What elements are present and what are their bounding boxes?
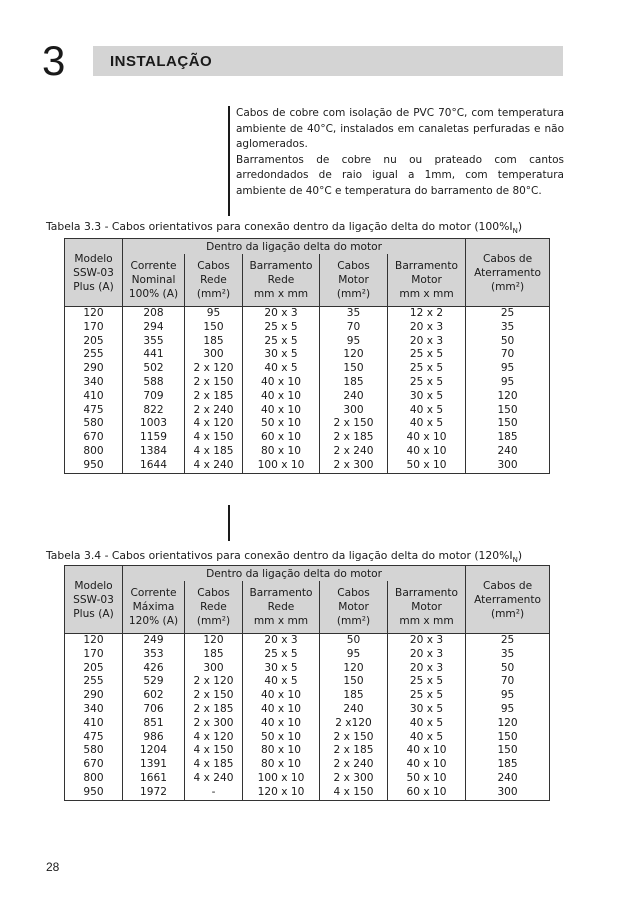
table-cell: 2 x 150 [320,731,388,745]
table-cell: 50 [466,335,550,349]
chapter-title: INSTALAÇÃO [110,53,213,70]
table-cell: 353 [123,648,185,662]
table-cell: 150 [466,417,550,431]
table-cell: 4 x 240 [185,772,243,786]
table-cell: 1644 [123,459,185,473]
table-cell: 25 x 5 [388,376,466,390]
table-cell: 1661 [123,772,185,786]
table-cell: 40 x 5 [388,717,466,731]
table-row [65,744,550,758]
table-cell: 670 [65,758,123,772]
table-cell: 2 x 150 [185,689,243,703]
table-cell: 35 [466,321,550,335]
table-cell: 822 [123,404,185,418]
table-cell: 50 x 10 [388,459,466,473]
table-cell: 120 [185,634,243,648]
table-cell: 95 [466,376,550,390]
table-cell: 300 [185,662,243,676]
table1-caption-end: ) [517,220,523,233]
table-cell: 580 [65,744,123,758]
table-cell: 25 [466,634,550,648]
table-row [65,717,550,731]
table-cell: 4 x 185 [185,758,243,772]
table-cell: 40 x 5 [243,675,320,689]
table-cell: 40 x 5 [243,362,320,376]
header-corrente: Corrente Máxima 120% (A) [123,581,185,634]
table-row [65,376,550,390]
table-cell: 170 [65,648,123,662]
table-cell: 25 x 5 [243,648,320,662]
table-cell: 2 x 150 [320,417,388,431]
table-cell: 2 x 300 [320,772,388,786]
table-cell: 475 [65,404,123,418]
page-number: 28 [46,860,60,874]
header-cabos-aterramento: Cabos de Aterramento (mm²) [466,239,550,307]
table-cell: 20 x 3 [388,634,466,648]
table-row [65,404,550,418]
table-cell: 25 x 5 [388,689,466,703]
table-cell: 240 [466,772,550,786]
table-cell: 120 [320,348,388,362]
table-cell: 185 [466,758,550,772]
table-cell: 706 [123,703,185,717]
table-cell: 35 [466,648,550,662]
table-cell: 529 [123,675,185,689]
table-cell: 240 [320,390,388,404]
table-cell: 1391 [123,758,185,772]
table-cell: 40 x 10 [388,445,466,459]
table-cell: 4 x 150 [320,786,388,800]
table-row [65,431,550,445]
table-cell: 4 x 120 [185,731,243,745]
table-cell: 1204 [123,744,185,758]
table2-cables-120 [64,565,550,801]
table-row [65,662,550,676]
table-cell: 40 x 10 [243,689,320,703]
table-cell: 40 x 5 [388,731,466,745]
table-row [65,362,550,376]
table-cell: 580 [65,417,123,431]
table-cell: 255 [65,675,123,689]
header-barramento-rede: Barramento Rede mm x mm [243,254,320,307]
table-cell: 40 x 10 [243,703,320,717]
table-cell: 95 [466,689,550,703]
table-cell: 2 x 240 [185,404,243,418]
table-cell: 150 [466,404,550,418]
table-cell: 70 [466,675,550,689]
table-cell: 20 x 3 [243,634,320,648]
header-barramento-rede: Barramento Rede mm x mm [243,581,320,634]
table-cell: 120 [466,717,550,731]
table-cell: 185 [320,376,388,390]
table-cell: 170 [65,321,123,335]
note-paragraph-cables: Cabos de cobre com isolação de PVC 70°C, com temperatura ambiente de 40°C, instalados em canaletas perfuradas e não aglomerados. [236,107,564,150]
table-cell: 4 x 150 [185,744,243,758]
table-cell: 150 [320,362,388,376]
table-cell: 4 x 150 [185,431,243,445]
table-cell: 50 x 10 [243,731,320,745]
table-cell: 95 [320,335,388,349]
table-cell: 20 x 3 [243,307,320,321]
table-cell: 410 [65,717,123,731]
table-cell: 95 [466,362,550,376]
table-cell: 25 x 5 [388,362,466,376]
table-cell: 95 [185,307,243,321]
table-cell: 20 x 3 [388,662,466,676]
table-cell: 2 x 120 [185,675,243,689]
table-cell: 1159 [123,431,185,445]
table-row [65,634,550,648]
table-cell: 30 x 5 [388,703,466,717]
table-cell: 800 [65,772,123,786]
table-cell: 2 x 185 [320,744,388,758]
table-cell: 20 x 3 [388,321,466,335]
table-cell: 50 [320,634,388,648]
table1-cables-100 [64,238,550,474]
table-cell: 300 [320,404,388,418]
table-row [65,307,550,321]
table-row [65,703,550,717]
table-cell: 100 x 10 [243,459,320,473]
table-cell: 800 [65,445,123,459]
table-cell: 35 [320,307,388,321]
table-cell: 851 [123,717,185,731]
table-cell: 150 [185,321,243,335]
table-row [65,335,550,349]
table-cell: 25 x 5 [243,321,320,335]
table-cell: 1972 [123,786,185,800]
installation-note [236,106,564,199]
table1-caption-text: Tabela 3.3 - Cabos orientativos para conexão dentro da ligação delta do motor (100%I [46,220,513,233]
table-cell: 185 [185,648,243,662]
table-cell: 602 [123,689,185,703]
table-cell: 20 x 3 [388,648,466,662]
table-cell: 986 [123,731,185,745]
table1-caption [46,220,522,235]
table-cell: 80 x 10 [243,758,320,772]
table-cell: 50 [466,662,550,676]
table-cell: 300 [185,348,243,362]
table-cell: 294 [123,321,185,335]
table-cell: 120 [320,662,388,676]
table-row [65,731,550,745]
table-cell: 80 x 10 [243,744,320,758]
table-cell: 150 [466,731,550,745]
table-cell: 25 x 5 [243,335,320,349]
table-cell: 4 x 240 [185,459,243,473]
header-cabos-motor: Cabos Motor (mm²) [320,581,388,634]
table-cell: 588 [123,376,185,390]
table-cell: 205 [65,335,123,349]
table-cell: 300 [466,459,550,473]
table2-caption-end: ) [517,549,523,562]
table-cell: 40 x 10 [243,376,320,390]
table-cell: 950 [65,459,123,473]
table-cell: 249 [123,634,185,648]
table-cell: 240 [320,703,388,717]
header-corrente: Corrente Nominal 100% (A) [123,254,185,307]
table-cell: 40 x 10 [388,758,466,772]
table-cell: 120 x 10 [243,786,320,800]
table-cell: 2 x 300 [320,459,388,473]
table-cell: 30 x 5 [243,662,320,676]
table-cell: 150 [466,744,550,758]
header-modelo: Modelo SSW-03 Plus (A) [65,566,123,634]
table-cell: 95 [466,703,550,717]
table-cell: 12 x 2 [388,307,466,321]
table-row [65,445,550,459]
table-cell: 2 x 300 [185,717,243,731]
table-cell: 120 [65,634,123,648]
table-cell: 1003 [123,417,185,431]
header-cabos-motor: Cabos Motor (mm²) [320,254,388,307]
table-row [65,772,550,786]
table-cell: 950 [65,786,123,800]
table1-caption-subscript: N [512,227,518,236]
table-cell: 30 x 5 [243,348,320,362]
table-row [65,689,550,703]
note-paragraph-busbars: Barramentos de cobre nu ou prateado com cantos arredondados de raio igual a 1mm, com temperatura ambiente de 40°C e temperatura do barramento de 80°C. [236,153,564,197]
table-cell: 2 x 150 [185,376,243,390]
table2-caption-text: Tabela 3.4 - Cabos orientativos para conexão dentro da ligação delta do motor (120%I [46,549,513,562]
table-cell: 185 [466,431,550,445]
header-modelo: Modelo SSW-03 Plus (A) [65,239,123,307]
chapter-number: 3 [42,37,66,84]
header-cabos-rede: Cabos Rede (mm²) [185,254,243,307]
table2-caption [46,549,522,564]
table-cell: 80 x 10 [243,445,320,459]
header-cabos-rede: Cabos Rede (mm²) [185,581,243,634]
table-cell: 95 [320,648,388,662]
header-group-delta: Dentro da ligação delta do motor [123,239,466,255]
table-cell: 340 [65,703,123,717]
table-cell: 20 x 3 [388,335,466,349]
table-cell: 2 x 240 [320,758,388,772]
header-cabos-aterramento: Cabos de Aterramento (mm²) [466,566,550,634]
table-row [65,786,550,800]
table-row [65,390,550,404]
table-cell: 670 [65,431,123,445]
section-vertical-rule [228,505,230,541]
table-row [65,348,550,362]
table-cell: 25 x 5 [388,348,466,362]
table-cell: 355 [123,335,185,349]
table-cell: 50 x 10 [388,772,466,786]
table-cell: 426 [123,662,185,676]
table-cell: 70 [466,348,550,362]
table-cell: 70 [320,321,388,335]
table-cell: 2 x 185 [185,703,243,717]
note-vertical-rule [228,106,230,216]
table-cell: 150 [320,675,388,689]
table-cell: 40 x 10 [388,744,466,758]
table-row [65,648,550,662]
table-cell: 100 x 10 [243,772,320,786]
table-cell: 2 x120 [320,717,388,731]
table-cell: 340 [65,376,123,390]
table-cell: 40 x 10 [243,717,320,731]
table-cell: 300 [466,786,550,800]
table-cell: 40 x 10 [243,390,320,404]
table-cell: 60 x 10 [388,786,466,800]
table-row [65,417,550,431]
table-cell: - [185,786,243,800]
table-cell: 441 [123,348,185,362]
header-group-delta: Dentro da ligação delta do motor [123,566,466,582]
table-cell: 60 x 10 [243,431,320,445]
table-cell: 185 [185,335,243,349]
table-cell: 290 [65,362,123,376]
table-cell: 240 [466,445,550,459]
table-cell: 475 [65,731,123,745]
table-cell: 2 x 185 [320,431,388,445]
table-cell: 2 x 185 [185,390,243,404]
table-cell: 4 x 120 [185,417,243,431]
table-cell: 40 x 5 [388,404,466,418]
header-barramento-motor: Barramento Motor mm x mm [388,254,466,307]
table-cell: 208 [123,307,185,321]
header-barramento-motor: Barramento Motor mm x mm [388,581,466,634]
table-cell: 25 [466,307,550,321]
table-cell: 25 x 5 [388,675,466,689]
table-row [65,675,550,689]
table-cell: 120 [466,390,550,404]
table-cell: 502 [123,362,185,376]
table-cell: 410 [65,390,123,404]
table-row [65,758,550,772]
table2-caption-subscript: N [512,556,518,565]
table-cell: 2 x 240 [320,445,388,459]
table-cell: 30 x 5 [388,390,466,404]
table-cell: 120 [65,307,123,321]
table-cell: 1384 [123,445,185,459]
table-cell: 40 x 10 [388,431,466,445]
table-cell: 290 [65,689,123,703]
table-row [65,321,550,335]
table-cell: 709 [123,390,185,404]
table-cell: 185 [320,689,388,703]
table-row [65,459,550,473]
table-cell: 40 x 5 [388,417,466,431]
table-cell: 4 x 185 [185,445,243,459]
table-cell: 205 [65,662,123,676]
table-cell: 255 [65,348,123,362]
table-cell: 40 x 10 [243,404,320,418]
table-cell: 2 x 120 [185,362,243,376]
table-cell: 50 x 10 [243,417,320,431]
